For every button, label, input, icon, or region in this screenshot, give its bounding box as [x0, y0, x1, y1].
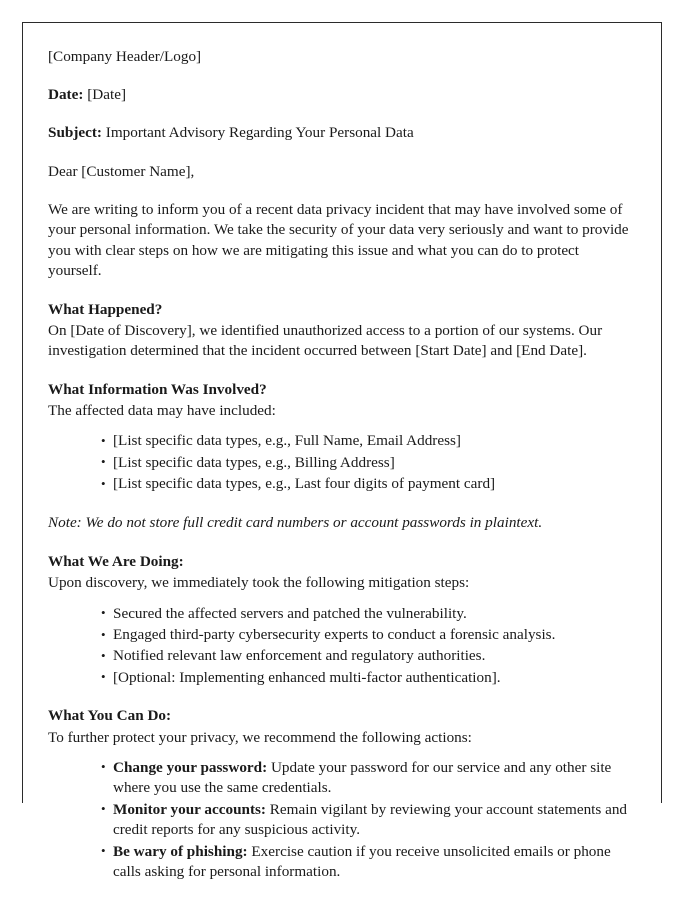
list-item: • [List specific data types, e.g., Last four digits of payment card] — [101, 474, 636, 494]
list-item: • Engaged third-party cybersecurity experts to conduct a forensic analysis. — [101, 625, 636, 645]
list-recommended-actions — [48, 758, 636, 883]
note-label: Note: — [48, 513, 82, 531]
heading-what-you-can-do: What You Can Do: — [48, 707, 172, 725]
action-label: Change your password: — [113, 758, 268, 776]
list-item — [101, 800, 636, 841]
action-label: Be wary of phishing: — [113, 842, 248, 860]
list-item — [101, 758, 636, 799]
company-header-placeholder: [Company Header/Logo] — [48, 48, 202, 65]
plaintext-storage-note — [48, 513, 636, 533]
subject-line — [48, 123, 636, 143]
document-page — [22, 22, 662, 881]
subject-label: Subject: — [48, 124, 102, 142]
date-label: Date: — [48, 86, 84, 104]
intro-paragraph: We are writing to inform you of a recent data privacy incident that may have involved some of your personal information. We take the security of your data very seriously and want to provide you with clear steps on how we are mitigating this issue and what you can do to protect yourself. — [48, 200, 629, 280]
heading-what-we-are-doing: What We Are Doing: — [48, 552, 184, 570]
date-line — [48, 85, 636, 105]
action-text: Exercise caution if you receive unsolicited emails or phone calls asking for personal information. — [113, 842, 611, 881]
heading-what-happened: What Happened? — [48, 300, 163, 318]
note-text: We do not store full credit card numbers or account passwords in plaintext. — [81, 513, 543, 531]
list-item: • [List specific data types, e.g., Billing Address] — [101, 453, 636, 473]
lead-what-you-can-do: To further protect your privacy, we recommend the following actions: — [48, 728, 472, 746]
list-item — [101, 842, 636, 883]
action-label: Monitor your accounts: — [113, 800, 266, 818]
list-item: • [List specific data types, e.g., Full Name, Email Address] — [101, 431, 636, 451]
list-mitigation-steps — [48, 604, 636, 689]
list-item: • Notified relevant law enforcement and regulatory authorities. — [101, 646, 636, 666]
action-text: Remain vigilant by reviewing your account statements and credit reports for any suspicious activity. — [113, 800, 628, 839]
document-body — [23, 23, 661, 883]
action-text: Update your password for our service and any other site where you use the same credentials. — [113, 758, 612, 797]
list-item: • [Optional: Implementing enhanced multi-factor authentication]. — [101, 668, 636, 688]
lead-what-we-are-doing: Upon discovery, we immediately took the following mitigation steps: — [48, 574, 470, 592]
body-what-happened: On [Date of Discovery], we identified unauthorized access to a portion of our systems. Our investigation determined that the incident occurred between [Start Date] and [End Date]. — [48, 321, 603, 360]
list-affected-data — [48, 431, 636, 494]
salutation: Dear [Customer Name], — [48, 162, 195, 180]
subject-value: Important Advisory Regarding Your Personal Data — [105, 124, 414, 142]
lead-what-information: The affected data may have included: — [48, 401, 276, 419]
heading-what-information: What Information Was Involved? — [48, 380, 267, 398]
list-item: • Secured the affected servers and patched the vulnerability. — [101, 604, 636, 624]
date-value: [Date] — [87, 86, 127, 104]
